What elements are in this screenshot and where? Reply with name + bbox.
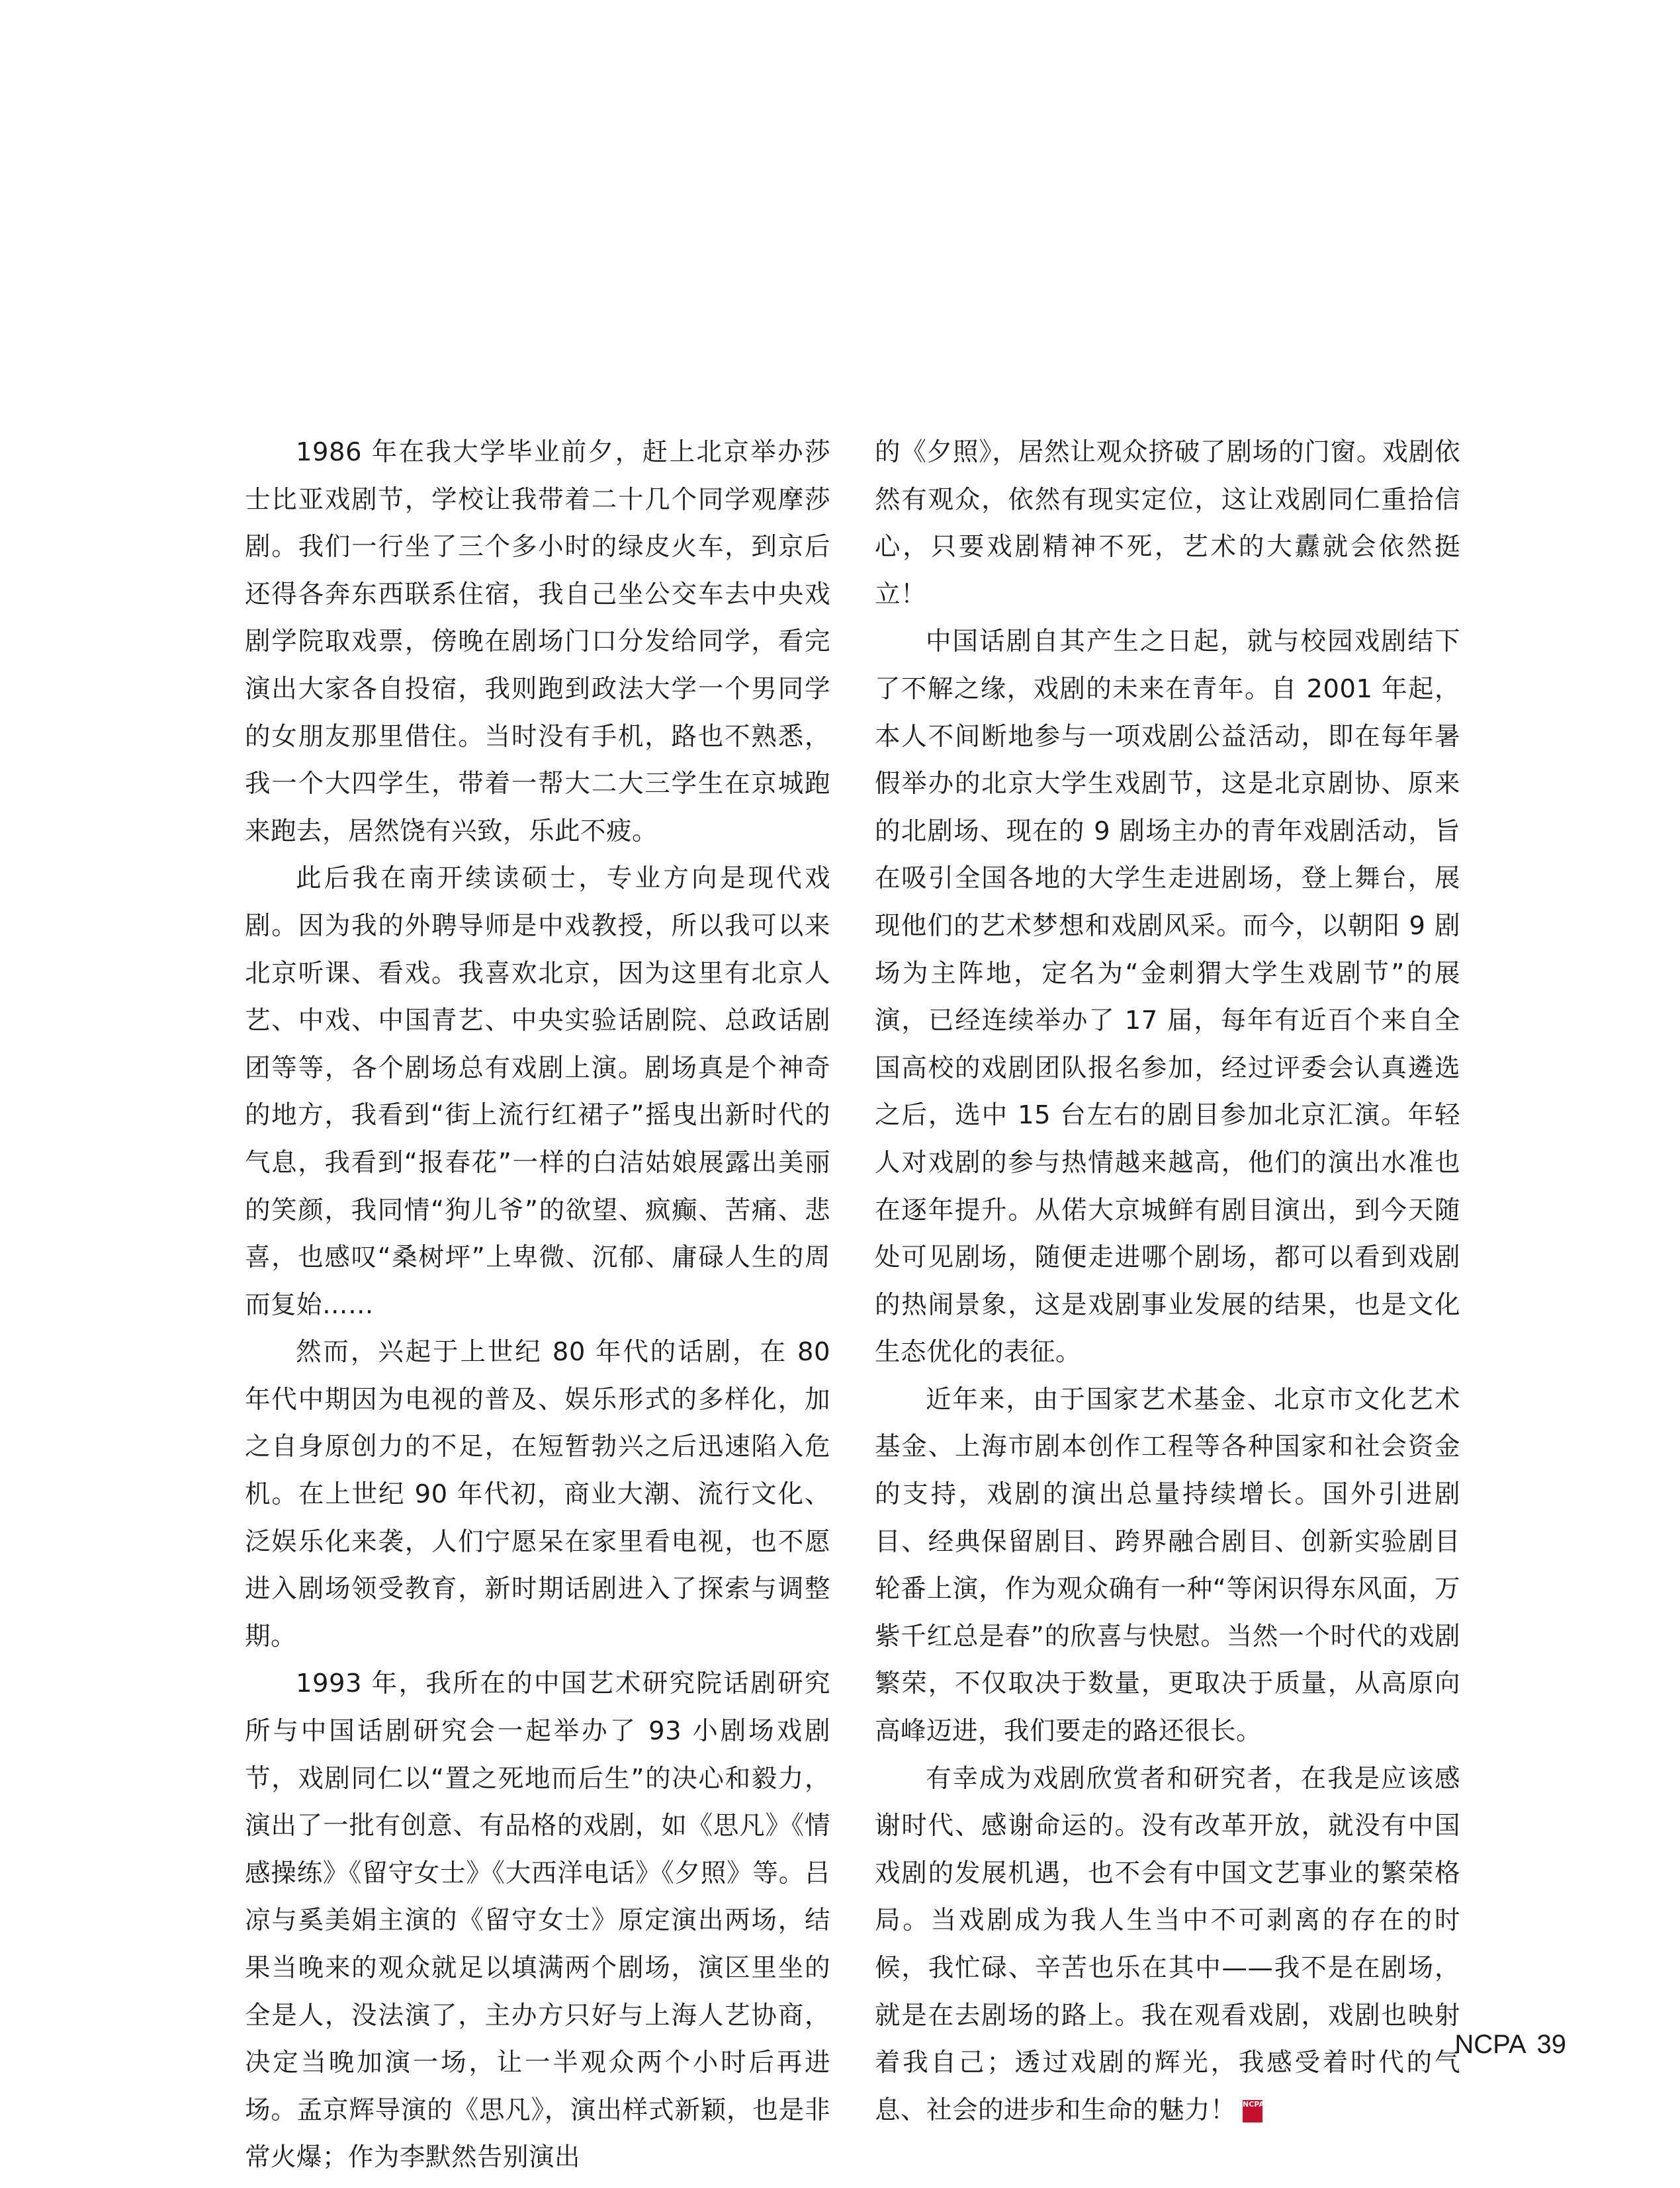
ncpa-end-mark-icon: NCPA (1243, 2100, 1262, 2122)
body-paragraph: 此后我在南开续读硕士，专业方向是现代戏剧。因为我的外聘导师是中戏教授，所以我可以来北京听课、看戏。我喜欢北京，因为这里有北京人艺、中戏、中国青艺、中央实验话剧院、总政话剧团等等，各个剧场总有戏剧上演。剧场真是个神奇的地方，我看到“街上流行红裙子”摇曳出新时代的气息，我看到“报春花”一样的白洁姑娘展露出美丽的笑颜，我同情“狗儿爷”的欲望、疯癫、苦痛、悲喜，也感叹“桑树坪”上卑微、沉郁、庸碌人生的周而复始…… (245, 863, 830, 1320)
right-column (875, 429, 1460, 2134)
page-number: 39 (1536, 2030, 1566, 2059)
body-paragraph: 然而，兴起于上世纪 80 年代的话剧，在 80 年代中期因为电视的普及、娱乐形式的多样化，加之自身原创力的不足，在短暂勃兴之后迅速陷入危机。在上世纪 90 年代初，商业大潮、流行文化、泛娱乐化来袭，人们宁愿呆在家里看电视，也不愿进入剧场领受教育，新时期话剧进入了探索与调整期。 (245, 1337, 830, 1651)
body-paragraph: 1993 年，我所在的中国艺术研究院话剧研究所与中国话剧研究会一起举办了 93 小剧场戏剧节，戏剧同仁以“置之死地而后生”的决心和毅力，演出了一批有创意、有品格的戏剧，如《思凡》《情感操练》《留守女士》《大西洋电话》《夕照》等。吕凉与奚美娟主演的《留守女士》原定演出两场，结果当晚来的观众就足以填满两个剧场，演区里坐的全是人，没法演了，主办方只好与上海人艺协商，决定当晚加演一场，让一半观众两个小时后再进场。孟京辉导演的《思凡》，演出样式新颖，也是非常火爆；作为李默然告别演出 (245, 1669, 830, 2173)
final-paragraph-text: 有幸成为戏剧欣赏者和研究者，在我是应该感谢时代、感谢命运的。没有改革开放，就没有中国戏剧的发展机遇，也不会有中国文艺事业的繁荣格局。当戏剧成为我人生当中不可剥离的存在的时候，我忙碌、辛苦也乐在其中——我不是在剧场，就是在去剧场的路上。我在观看戏剧，戏剧也映射着我自己；透过戏剧的辉光，我感受着时代的气息、社会的进步和生命的魅力！ (875, 1763, 1460, 2125)
body-paragraph: 1986 年在我大学毕业前夕，赶上北京举办莎士比亚戏剧节，学校让我带着二十几个同学观摩莎剧。我们一行坐了三个多小时的绿皮火车，到京后还得各奔东西联系住宿，我自己坐公交车去中央戏剧学院取戏票，傍晚在剧场门口分发给同学，看完演出大家各自投宿，我则跑到政法大学一个男同学的女朋友那里借住。当时没有手机，路也不熟悉，我一个大四学生，带着一帮大二大三学生在京城跑来跑去，居然饶有兴致，乐此不疲。 (245, 437, 830, 846)
body-paragraph-final (875, 1755, 1460, 2134)
left-column (245, 429, 830, 2181)
body-paragraph-continued: 的《夕照》，居然让观众挤破了剧场的门窗。戏剧依然有观众，依然有现实定位，这让戏剧同仁重拾信心，只要戏剧精神不死，艺术的大纛就会依然挺立！ (875, 437, 1460, 609)
body-paragraph: 近年来，由于国家艺术基金、北京市文化艺术基金、上海市剧本创作工程等各种国家和社会资金的支持，戏剧的演出总量持续增长。国外引进剧目、经典保留剧目、跨界融合剧目、创新实验剧目轮番上演，作为观众确有一种“等闲识得东风面，万紫千红总是春”的欣喜与快慰。当然一个时代的戏剧繁荣，不仅取决于数量，更取决于质量，从高原向高峰迈进，我们要走的路还很长。 (875, 1384, 1460, 1747)
magazine-name: NCPA (1454, 2030, 1526, 2059)
page-folio (1454, 2030, 1566, 2060)
body-paragraph: 中国话剧自其产生之日起，就与校园戏剧结下了不解之缘，戏剧的未来在青年。自 2001 年起，本人不间断地参与一项戏剧公益活动，即在每年暑假举办的北京大学生戏剧节，这是北京剧协、原来的北剧场、现在的 9 剧场主办的青年戏剧活动，旨在吸引全国各地的大学生走进剧场，登上舞台，展现他们的艺术梦想和戏剧风采。而今，以朝阳 9 剧场为主阵地，定名为“金刺猬大学生戏剧节”的展演，已经连续举办了 17 届，每年有近百个来自全国高校的戏剧团队报名参加，经过评委会认真遴选之后，选中 15 台左右的剧目参加北京汇演。年轻人对戏剧的参与热情越来越高，他们的演出水准也在逐年提升。从偌大京城鲜有剧目演出，到今天随处可见剧场，随便走进哪个剧场，都可以看到戏剧的热闹景象，这是戏剧事业发展的结果，也是文化生态优化的表征。 (875, 627, 1460, 1368)
